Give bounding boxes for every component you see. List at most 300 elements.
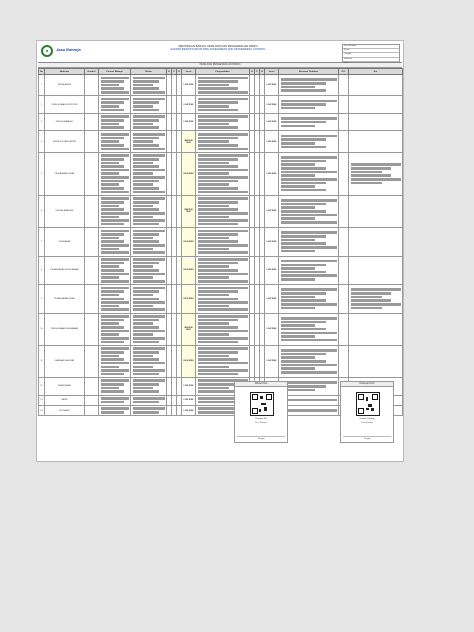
text-line: [198, 237, 229, 240]
text-line: [281, 217, 316, 220]
text-line: [198, 162, 229, 165]
text-line: [281, 317, 337, 320]
condition-cell: [85, 152, 99, 195]
text-line: [281, 221, 337, 224]
text-line: [281, 199, 337, 202]
text-line: [281, 117, 337, 120]
text-line: [281, 274, 337, 277]
text-line: [198, 333, 229, 336]
text-line: [133, 223, 160, 226]
table-row: [39, 285, 403, 314]
row-number: 3: [39, 113, 45, 131]
pic-cell: [339, 113, 349, 131]
text-line: [198, 172, 229, 175]
text-line: [198, 294, 229, 297]
text-line: [133, 230, 165, 233]
text-line: [133, 237, 153, 240]
text-line: [351, 292, 392, 295]
text-line: [101, 91, 129, 94]
text-line: [101, 315, 129, 318]
text-line: [281, 82, 326, 85]
text-line: [133, 355, 153, 358]
risk-level: LOW RISK: [182, 96, 196, 114]
row-number: 2: [39, 96, 45, 114]
activity-name: PENGGUNAAN AC: [45, 113, 85, 131]
text-line: [198, 290, 239, 293]
text-line: [133, 369, 165, 372]
text-line: [198, 369, 248, 372]
text-line: [281, 335, 316, 338]
activity-name: PENGGUNAAN KOMPUTER: [45, 96, 85, 114]
text-line: [133, 169, 165, 172]
text-line: [198, 301, 248, 304]
document-meta-box: [342, 44, 400, 62]
signer-role: Jasa Raharja: [361, 422, 373, 424]
text-line: [281, 353, 326, 356]
text-line: [281, 171, 337, 174]
text-line: [198, 148, 248, 151]
control-list: [196, 256, 250, 285]
text-line: [133, 290, 160, 293]
column-header: K: [251, 70, 253, 73]
text-line: [133, 347, 165, 350]
text-line: [281, 163, 316, 166]
text-line: [198, 216, 229, 219]
text-line: [351, 296, 382, 299]
text-line: [351, 182, 382, 185]
text-line: [133, 208, 160, 211]
text-line: [101, 305, 119, 308]
text-line: [198, 305, 229, 308]
text-line: [281, 288, 337, 291]
text-line: [281, 125, 316, 128]
residual-level: LOW RISK: [265, 313, 279, 345]
text-line: [281, 214, 337, 217]
text-line: [101, 176, 129, 179]
column-header: R: [261, 70, 263, 73]
text-line: [198, 84, 229, 87]
text-line: [133, 87, 160, 90]
text-line: [351, 299, 392, 302]
text-line: [133, 326, 160, 329]
signer-name: Petugas K3: [255, 418, 267, 420]
text-line: [101, 80, 124, 83]
text-line: [281, 235, 326, 238]
text-line: [133, 233, 160, 236]
text-line: [133, 77, 165, 80]
signature-date: Tanggal: [343, 436, 391, 440]
text-line: [101, 77, 129, 80]
text-line: [101, 351, 124, 354]
text-line: [198, 223, 239, 226]
condition-cell: [85, 75, 99, 96]
column-header: P: [173, 70, 175, 73]
text-line: [281, 156, 337, 159]
action-plan-list: [279, 75, 339, 96]
text-line: [133, 351, 160, 354]
hazard-list: [99, 152, 131, 195]
risk-level: MEDIUM RISK: [182, 313, 196, 345]
activity-name: RAPAT: [45, 395, 85, 405]
text-line: [101, 251, 129, 254]
pic-cell: [339, 256, 349, 285]
text-line: [133, 180, 160, 183]
remarks-list: [349, 113, 403, 131]
meta-page: Halaman: [343, 58, 399, 62]
action-plan-list: [279, 345, 339, 377]
qr-code-icon: [356, 392, 380, 416]
row-number: 9: [39, 285, 45, 314]
text-line: [101, 98, 129, 101]
text-line: [198, 212, 248, 215]
text-line: [101, 355, 119, 358]
text-line: [198, 180, 239, 183]
control-list: [196, 96, 250, 114]
action-plan-list: [279, 313, 339, 345]
text-line: [101, 358, 124, 361]
text-line: [198, 337, 248, 340]
text-line: [198, 326, 239, 329]
text-line: [281, 349, 337, 352]
risk-list: [131, 227, 167, 256]
text-line: [133, 280, 165, 283]
table-row: [39, 152, 403, 195]
hazard-list: [99, 131, 131, 152]
action-plan-list: [279, 96, 339, 114]
text-line: [133, 197, 165, 200]
text-line: [281, 89, 326, 92]
text-line: [101, 205, 119, 208]
text-line: [198, 358, 239, 361]
text-line: [101, 140, 119, 143]
text-line: [281, 174, 316, 177]
company-logo-text: Jasa Raharja: [56, 47, 81, 52]
text-line: [351, 171, 382, 174]
column-header: Ket: [349, 69, 403, 75]
pic-cell: [339, 96, 349, 114]
text-line: [198, 201, 239, 204]
text-line: [281, 178, 337, 181]
risk-level: LOW RISK: [182, 395, 196, 405]
text-line: [198, 205, 229, 208]
text-line: [133, 287, 165, 290]
remarks-list: [349, 75, 403, 96]
text-line: [198, 240, 239, 243]
text-line: [198, 187, 239, 190]
text-line: [281, 121, 326, 124]
text-line: [281, 182, 326, 185]
risk-list: [131, 96, 167, 114]
column-header: No: [40, 70, 43, 73]
text-line: [101, 248, 119, 251]
text-line: [133, 216, 153, 219]
signer-role: Jasa Raharja: [255, 422, 267, 424]
risk-list: [131, 152, 167, 195]
signature-block-prepared: [234, 381, 288, 443]
column-header: Rencana Tindakan: [279, 69, 339, 75]
text-line: [133, 319, 160, 322]
text-line: [281, 264, 326, 267]
column-header: K: [168, 70, 170, 73]
text-line: [101, 109, 124, 112]
text-line: [281, 107, 316, 110]
text-line: [198, 105, 229, 108]
action-plan-list: [279, 227, 339, 256]
text-line: [351, 174, 392, 177]
activity-name: PENGGUNAAN KENDARAAN: [45, 313, 85, 345]
condition-cell: [85, 313, 99, 345]
condition-cell: [85, 227, 99, 256]
text-line: [101, 276, 119, 279]
text-line: [198, 208, 239, 211]
control-list: [196, 345, 250, 377]
action-plan-list: [279, 131, 339, 152]
activity-name: KEBERSIHAN: [45, 377, 85, 395]
activity-name: KEADAAN DARURAT: [45, 345, 85, 377]
text-line: [133, 262, 160, 265]
row-number: 10: [39, 313, 45, 345]
text-line: [133, 273, 165, 276]
row-number: 13: [39, 395, 45, 405]
text-line: [198, 287, 248, 290]
control-list: [196, 195, 250, 227]
table-row: [39, 195, 403, 227]
text-line: [198, 251, 248, 254]
text-line: [351, 167, 392, 170]
risk-table: [38, 68, 403, 416]
text-line: [101, 237, 119, 240]
risk-list: [131, 195, 167, 227]
risk-level: LOW RISK: [182, 377, 196, 395]
text-line: [281, 239, 316, 242]
condition-cell: [85, 96, 99, 114]
pic-cell: [339, 195, 349, 227]
text-line: [198, 183, 229, 186]
title-line-1: IDENTIFIKASI BAHAYA, PENILAIAN DAN PENGENDALIAN RISIKO: [178, 45, 258, 48]
text-line: [101, 119, 124, 122]
text-line: [101, 301, 129, 304]
table-row: [39, 227, 403, 256]
remarks-list: [349, 285, 403, 314]
text-line: [133, 298, 160, 301]
text-line: [198, 265, 229, 268]
text-line: [198, 191, 248, 194]
text-line: [281, 299, 326, 302]
residual-level: LOW RISK: [265, 195, 279, 227]
text-line: [101, 165, 124, 168]
text-line: [101, 373, 124, 376]
risk-list: [131, 285, 167, 314]
text-line: [133, 191, 165, 194]
signer-name: Kepala Cabang: [359, 418, 375, 420]
text-line: [133, 176, 165, 179]
text-line: [281, 242, 326, 245]
text-line: [133, 101, 160, 104]
text-line: [133, 165, 160, 168]
text-line: [133, 137, 160, 140]
control-list: [196, 131, 250, 152]
text-line: [198, 197, 248, 200]
text-line: [101, 341, 124, 344]
action-plan-list: [279, 256, 339, 285]
text-line: [198, 308, 248, 311]
meta-date: Tanggal: [343, 53, 399, 57]
text-line: [198, 101, 239, 104]
remarks-list: [349, 131, 403, 152]
text-line: [101, 105, 119, 108]
table-row: [39, 96, 403, 114]
row-number: 6: [39, 195, 45, 227]
text-line: [198, 319, 239, 322]
text-line: [101, 298, 124, 301]
text-line: [351, 303, 401, 306]
text-line: [133, 333, 153, 336]
text-line: [281, 142, 316, 145]
text-line: [101, 148, 129, 151]
risk-level: MEDIUM RISK: [182, 131, 196, 152]
text-line: [133, 341, 160, 344]
text-line: [133, 305, 153, 308]
text-line: [101, 244, 129, 247]
text-line: [101, 144, 124, 147]
text-line: [281, 292, 326, 295]
text-line: [101, 337, 129, 340]
action-plan-list: [279, 285, 339, 314]
text-line: [198, 330, 248, 333]
text-line: [101, 273, 129, 276]
risk-list: [131, 313, 167, 345]
text-line: [198, 373, 239, 376]
text-line: [281, 250, 316, 253]
text-line: [281, 100, 337, 103]
text-line: [198, 366, 229, 369]
text-line: [101, 369, 129, 372]
text-line: [198, 140, 229, 143]
residual-level: LOW RISK: [265, 75, 279, 96]
pic-cell: [339, 131, 349, 152]
text-line: [133, 373, 160, 376]
text-line: [198, 109, 239, 112]
action-plan-list: [279, 152, 339, 195]
text-line: [198, 230, 248, 233]
text-line: [281, 367, 316, 370]
risk-level: LOW RISK: [182, 75, 196, 96]
text-line: [133, 330, 165, 333]
text-line: [101, 230, 129, 233]
text-line: [133, 308, 165, 311]
signature-block-approved: [340, 381, 394, 443]
text-line: [101, 326, 124, 329]
text-line: [281, 324, 316, 327]
text-line: [198, 248, 229, 251]
row-number: 5: [39, 152, 45, 195]
text-line: [198, 322, 229, 325]
remarks-list: [349, 195, 403, 227]
pic-cell: [339, 75, 349, 96]
document-header: [38, 42, 402, 63]
hazard-list: [99, 96, 131, 114]
column-header: Kondisi: [85, 69, 99, 75]
text-line: [198, 144, 239, 147]
text-line: [133, 140, 153, 143]
text-line: [198, 362, 248, 365]
column-header: Risiko: [131, 69, 167, 75]
residual-level: LOW RISK: [265, 227, 279, 256]
text-line: [101, 362, 129, 365]
text-line: [101, 294, 119, 297]
residual-level: LOW RISK: [265, 113, 279, 131]
text-line: [198, 119, 239, 122]
column-header: Potensi Bahaya: [99, 69, 131, 75]
text-line: [281, 167, 326, 170]
text-line: [281, 135, 337, 138]
text-line: [198, 123, 229, 126]
text-line: [198, 126, 239, 129]
hazard-list: [99, 227, 131, 256]
condition-cell: [85, 285, 99, 314]
text-line: [281, 260, 337, 263]
text-line: [101, 319, 124, 322]
text-line: [133, 212, 165, 215]
text-line: [101, 158, 124, 161]
risk-level: HIGH RISK: [182, 256, 196, 285]
text-line: [198, 176, 248, 179]
text-line: [281, 138, 326, 141]
text-line: [133, 244, 165, 247]
text-line: [101, 169, 129, 172]
text-line: [281, 356, 316, 359]
activity-name: PENANGANAN KECELAKAAN: [45, 256, 85, 285]
table-row: [39, 75, 403, 96]
text-line: [198, 355, 229, 358]
text-line: [198, 169, 248, 172]
residual-level: LOW RISK: [265, 131, 279, 152]
text-line: [281, 339, 337, 342]
risk-list: [131, 131, 167, 152]
hazard-list: [99, 313, 131, 345]
text-line: [101, 87, 124, 90]
risk-list: [131, 256, 167, 285]
text-line: [101, 208, 124, 211]
column-header: Pengendalian: [196, 69, 250, 75]
text-line: [281, 278, 316, 281]
text-line: [101, 265, 119, 268]
text-line: [133, 187, 160, 190]
text-line: [133, 337, 165, 340]
text-line: [101, 262, 124, 265]
condition-cell: [85, 345, 99, 377]
control-list: [196, 227, 250, 256]
column-header: Level: [182, 69, 196, 75]
text-line: [101, 308, 129, 311]
text-line: [133, 358, 160, 361]
text-line: [198, 273, 248, 276]
text-line: [101, 223, 124, 226]
text-line: [101, 347, 129, 350]
text-line: [101, 133, 129, 136]
pic-cell: [339, 345, 349, 377]
condition-cell: [85, 195, 99, 227]
meta-revision: Revisi: [343, 49, 399, 53]
text-line: [198, 115, 248, 118]
text-line: [133, 105, 153, 108]
text-line: [281, 296, 316, 299]
text-line: [198, 158, 239, 161]
text-line: [101, 154, 129, 157]
column-header: Aktivitas: [45, 69, 85, 75]
table-row: [39, 313, 403, 345]
text-line: [133, 162, 153, 165]
